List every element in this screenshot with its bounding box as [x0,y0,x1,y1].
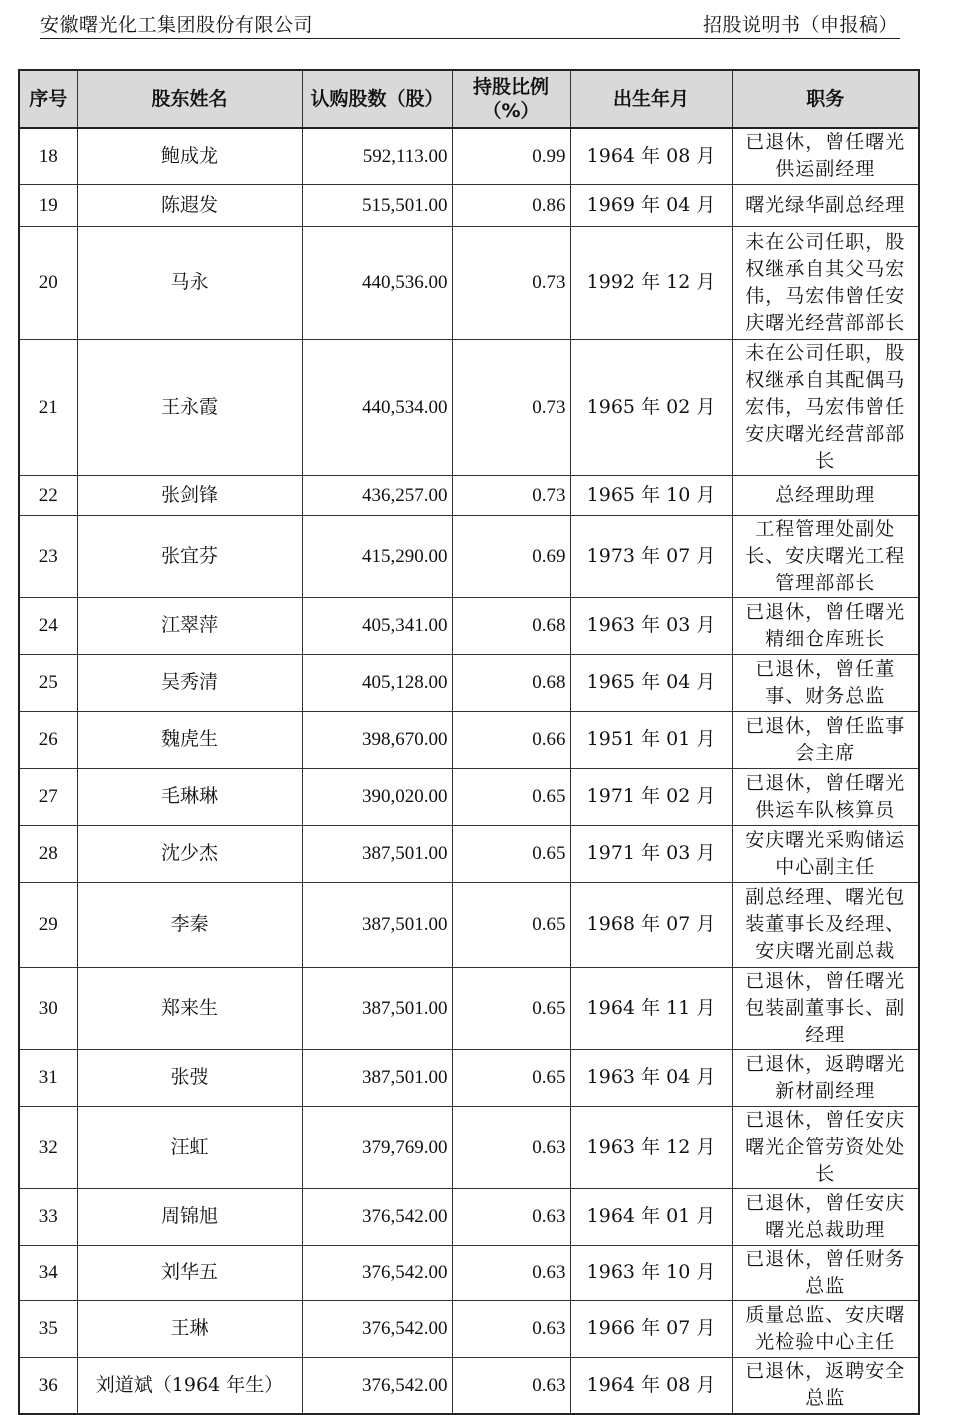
column-header-percent: 持股比例（%） [452,70,570,128]
subscribed-shares: 405,128.00 [302,654,452,711]
holding-percent: 0.65 [452,967,570,1049]
table-row [19,515,919,597]
holding-percent: 0.65 [452,882,570,967]
shareholder-name: 张剑锋 [77,475,302,515]
position: 副总经理、曙光包装董事长及经理、安庆曙光副总裁 [732,882,919,967]
birth-date: 1968 年 07 月 [570,882,732,967]
table-row [19,1049,919,1106]
table-row [19,1106,919,1188]
table-row [19,1357,919,1414]
birth-date: 1969 年 04 月 [570,184,732,226]
position: 已退休，曾任曙光包装副董事长、副经理 [732,967,919,1049]
subscribed-shares: 592,113.00 [302,128,452,184]
column-header-name: 股东姓名 [77,70,302,128]
row-index: 23 [19,515,77,597]
row-index: 22 [19,475,77,515]
subscribed-shares: 515,501.00 [302,184,452,226]
holding-percent: 0.86 [452,184,570,226]
table-row [19,882,919,967]
shareholder-table [18,69,920,1415]
shareholder-name: 刘华五 [77,1245,302,1300]
row-index: 26 [19,711,77,768]
table-row [19,1245,919,1300]
table-row [19,226,919,339]
subscribed-shares: 390,020.00 [302,768,452,825]
birth-date: 1963 年 10 月 [570,1245,732,1300]
position: 工程管理处副处长、安庆曙光工程管理部部长 [732,515,919,597]
subscribed-shares: 387,501.00 [302,825,452,882]
row-index: 29 [19,882,77,967]
row-index: 18 [19,128,77,184]
position: 未在公司任职，股权继承自其父马宏伟，马宏伟曾任安庆曙光经营部部长 [732,226,919,339]
row-index: 36 [19,1357,77,1414]
position: 总经理助理 [732,475,919,515]
birth-date: 1963 年 12 月 [570,1106,732,1188]
birth-date: 1971 年 02 月 [570,768,732,825]
subscribed-shares: 376,542.00 [302,1300,452,1357]
table-row [19,597,919,654]
holding-percent: 0.99 [452,128,570,184]
subscribed-shares: 440,534.00 [302,339,452,475]
page-header [40,8,900,39]
table-header-row [19,70,919,128]
subscribed-shares: 387,501.00 [302,882,452,967]
table-row [19,1188,919,1245]
position: 安庆曙光采购储运中心副主任 [732,825,919,882]
birth-date: 1964 年 01 月 [570,1188,732,1245]
row-index: 34 [19,1245,77,1300]
birth-date: 1965 年 02 月 [570,339,732,475]
shareholder-name: 魏虎生 [77,711,302,768]
column-header-index: 序号 [19,70,77,128]
table-row [19,1300,919,1357]
shareholder-name: 陈遐发 [77,184,302,226]
shareholder-name: 王永霞 [77,339,302,475]
row-index: 24 [19,597,77,654]
table-row [19,654,919,711]
shareholder-name: 毛琳琳 [77,768,302,825]
row-index: 27 [19,768,77,825]
shareholder-name: 沈少杰 [77,825,302,882]
position: 已退休，曾任曙光供运车队核算员 [732,768,919,825]
birth-date: 1951 年 01 月 [570,711,732,768]
birth-date: 1965 年 04 月 [570,654,732,711]
table-row [19,768,919,825]
column-header-birth: 出生年月 [570,70,732,128]
holding-percent: 0.63 [452,1245,570,1300]
subscribed-shares: 376,542.00 [302,1357,452,1414]
shareholder-name: 郑来生 [77,967,302,1049]
holding-percent: 0.68 [452,654,570,711]
position: 已退休，曾任董事、财务总监 [732,654,919,711]
position: 已退休，曾任监事会主席 [732,711,919,768]
position: 已退休，曾任安庆曙光总裁助理 [732,1188,919,1245]
table-row [19,184,919,226]
holding-percent: 0.63 [452,1188,570,1245]
row-index: 20 [19,226,77,339]
position: 已退休，曾任曙光精细仓库班长 [732,597,919,654]
holding-percent: 0.63 [452,1300,570,1357]
holding-percent: 0.69 [452,515,570,597]
shareholder-name: 汪虹 [77,1106,302,1188]
subscribed-shares: 376,542.00 [302,1245,452,1300]
row-index: 35 [19,1300,77,1357]
row-index: 31 [19,1049,77,1106]
column-header-role: 职务 [732,70,919,128]
subscribed-shares: 387,501.00 [302,1049,452,1106]
birth-date: 1965 年 10 月 [570,475,732,515]
holding-percent: 0.73 [452,226,570,339]
shareholder-name: 张弢 [77,1049,302,1106]
subscribed-shares: 376,542.00 [302,1188,452,1245]
position: 已退休，返聘安全总监 [732,1357,919,1414]
row-index: 19 [19,184,77,226]
table-row [19,339,919,475]
holding-percent: 0.68 [452,597,570,654]
holding-percent: 0.73 [452,475,570,515]
birth-date: 1963 年 03 月 [570,597,732,654]
table-row [19,128,919,184]
shareholder-name: 吴秀清 [77,654,302,711]
subscribed-shares: 440,536.00 [302,226,452,339]
position: 已退休，曾任财务总监 [732,1245,919,1300]
shareholder-name: 刘道斌（1964 年生） [77,1357,302,1414]
shareholder-name: 鲍成龙 [77,128,302,184]
position: 已退休，曾任安庆曙光企管劳资处处长 [732,1106,919,1188]
position: 已退休，曾任曙光供运副经理 [732,128,919,184]
column-header-shares: 认购股数（股） [302,70,452,128]
position: 质量总监、安庆曙光检验中心主任 [732,1300,919,1357]
birth-date: 1964 年 08 月 [570,1357,732,1414]
shareholder-name: 王琳 [77,1300,302,1357]
table-row [19,825,919,882]
row-index: 21 [19,339,77,475]
subscribed-shares: 415,290.00 [302,515,452,597]
row-index: 32 [19,1106,77,1188]
position: 未在公司任职，股权继承自其配偶马宏伟，马宏伟曾任安庆曙光经营部部长 [732,339,919,475]
subscribed-shares: 387,501.00 [302,967,452,1049]
birth-date: 1964 年 11 月 [570,967,732,1049]
row-index: 28 [19,825,77,882]
birth-date: 1973 年 07 月 [570,515,732,597]
row-index: 30 [19,967,77,1049]
shareholder-name: 周锦旭 [77,1188,302,1245]
holding-percent: 0.65 [452,768,570,825]
subscribed-shares: 379,769.00 [302,1106,452,1188]
holding-percent: 0.65 [452,1049,570,1106]
holding-percent: 0.63 [452,1106,570,1188]
table-row [19,967,919,1049]
birth-date: 1966 年 07 月 [570,1300,732,1357]
shareholder-name: 李秦 [77,882,302,967]
holding-percent: 0.63 [452,1357,570,1414]
document-title: 招股说明书（申报稿） [702,14,898,36]
table-row [19,711,919,768]
birth-date: 1964 年 08 月 [570,128,732,184]
company-name: 安徽曙光化工集团股份有限公司 [40,14,314,36]
row-index: 25 [19,654,77,711]
holding-percent: 0.65 [452,825,570,882]
shareholder-name: 江翠萍 [77,597,302,654]
holding-percent: 0.73 [452,339,570,475]
subscribed-shares: 405,341.00 [302,597,452,654]
table-body [19,128,919,1414]
birth-date: 1963 年 04 月 [570,1049,732,1106]
table-row [19,475,919,515]
subscribed-shares: 436,257.00 [302,475,452,515]
birth-date: 1992 年 12 月 [570,226,732,339]
holding-percent: 0.66 [452,711,570,768]
shareholder-name: 马永 [77,226,302,339]
birth-date: 1971 年 03 月 [570,825,732,882]
row-index: 33 [19,1188,77,1245]
position: 曙光绿华副总经理 [732,184,919,226]
subscribed-shares: 398,670.00 [302,711,452,768]
shareholder-name: 张宜芬 [77,515,302,597]
position: 已退休，返聘曙光新材副经理 [732,1049,919,1106]
